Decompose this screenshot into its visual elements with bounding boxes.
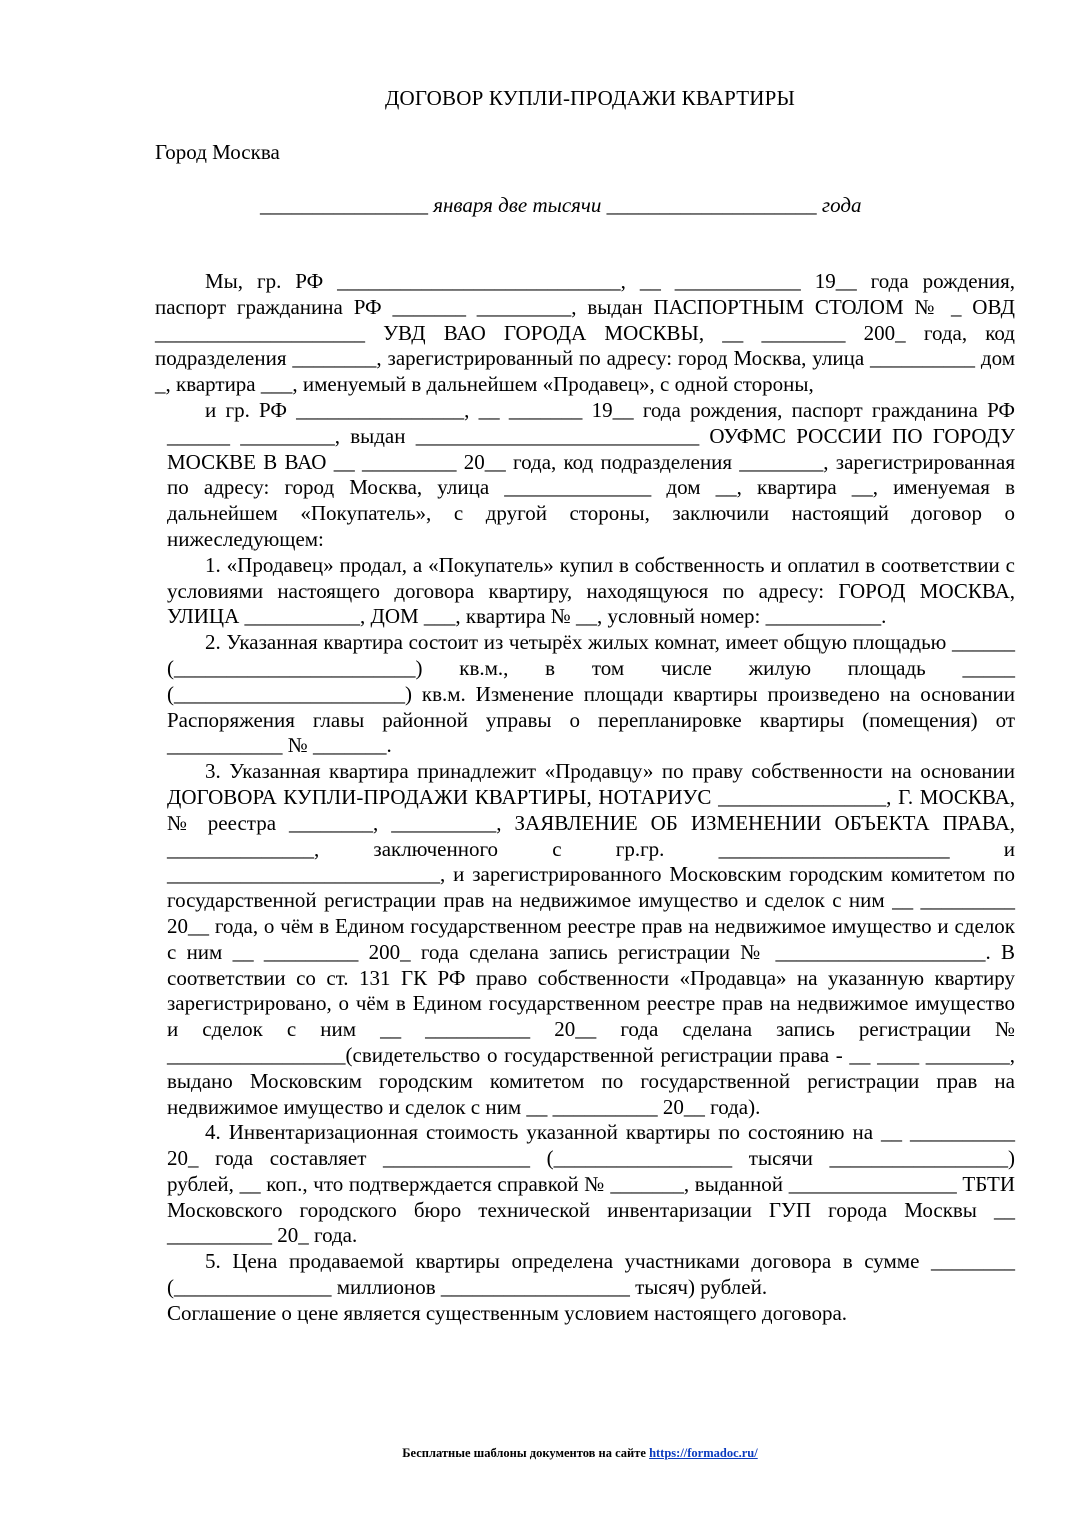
document-title: ДОГОВОР КУПЛИ-ПРОДАЖИ КВАРТИРЫ <box>384 86 796 110</box>
closing-line: Соглашение о цене является существенным условием настоящего договора. <box>167 1300 848 1325</box>
date-line: ________________ января две тысячи ____________________ года <box>260 193 862 217</box>
parties-buyer-paragraph: и гр. РФ ________________, __ _______ 19__ года рождения, паспорт гражданина РФ ______ _________, выдан ___________________________ ОУФМС РОССИИ ПО ГОРОДУ МОСКВЕ В ВАО __ _________ 20__ года, код подразделения ________, зарегистрированная по адресу: город Москва, улица ______________ дом __, квартира __, именуемая в дальнейшем «Покупатель», с другой стороны, заключили настоящий договор о нижеследующем: <box>167 397 1015 551</box>
footer-link[interactable]: https://formadoc.ru/ <box>649 1446 758 1460</box>
contract-body <box>155 269 1015 1327</box>
clause-4: 4. Инвентаризационная стоимость указанной квартиры по состоянию на __ __________ 20_ года составляет ______________ (_________________ тысячи _________________) рублей, __ коп., что подтверждается справкой № _______, выданной ________________ ТБТИ Московского городского бюро технической инвентаризации ГУП города Москвы __ __________ 20_ года. <box>167 1120 1015 1248</box>
footer <box>0 1446 1080 1461</box>
clause-2: 2. Указанная квартира состоит из четырёх жилых комнат, имеет общую площадью ______ (_______________________) кв.м., в том числе жилую площадь _____ (______________________) кв.м. Изменение площади квартиры произведено на основании Распоряжения главы районной управы о перепланировке квартиры (помещения) от ___________ № _______. <box>167 630 1015 758</box>
footer-text: Бесплатные шаблоны документов на сайте <box>402 1446 650 1460</box>
document-city: Город Москва <box>155 140 280 164</box>
parties-seller-paragraph: Мы, гр. РФ ___________________________, __ ____________ 19__ года рождения, паспорт гражданина РФ _______ _________, выдан ПАСПОРТНЫМ СТОЛОМ № _ ОВД ____________________ УВД ВАО ГОРОДА МОСКВЫ, __ ________ 200_ года, код подразделения ________, зарегистрированный по адресу: город Москва, улица __________ дом _, квартира ___, именуемый в дальнейшем «Продавец», с одной стороны, <box>155 269 1015 397</box>
clause-3: 3. Указанная квартира принадлежит «Продавцу» по праву собственности на основании ДОГОВОРА КУПЛИ-ПРОДАЖИ КВАРТИРЫ, НОТАРИУС ________________, Г. МОСКВА, № реестра ________, __________, ЗАЯВЛЕНИЕ ОБ ИЗМЕНЕНИИ ОБЪЕКТА ПРАВА, ______________, заключенного с гр.гр. ______________________ и __________________________, и зарегистрированного Московским городским комитетом по государственной регистрации прав на недвижимое имущество и сделок с ним __ _________ 20__ года, о чём в Едином государственном реестре прав на недвижимое имущество и сделок с ним __ _________ 200_ года сделана запись регистрации № ____________________. В соответствии со ст. 131 ГК РФ право собственности «Продавца» на указанную квартиру зарегистрировано, о чём в Едином государственном реестре прав на недвижимое имущество и сделок с ним __ __________ 20__ года сделана запись регистрации № _________________(свидетельство о государственной регистрации права - __ ____ ________, выдано Московским городским комитетом по государственной регистрации прав на недвижимое имущество и сделок с ним __ __________ 20__ года). <box>167 759 1015 1119</box>
clause-5: 5. Цена продаваемой квартиры определена участниками договора в сумме ________ (_______________ миллионов __________________ тысяч) рублей. <box>167 1249 1015 1300</box>
clause-1: 1. «Продавец» продал, а «Покупатель» купил в собственность и оплатил в соответствии с условиями настоящего договора квартиру, находящуюся по адресу: ГОРОД МОСКВА, УЛИЦА ___________, ДОМ ___, квартира № __, условный номер: ___________. <box>167 552 1015 629</box>
